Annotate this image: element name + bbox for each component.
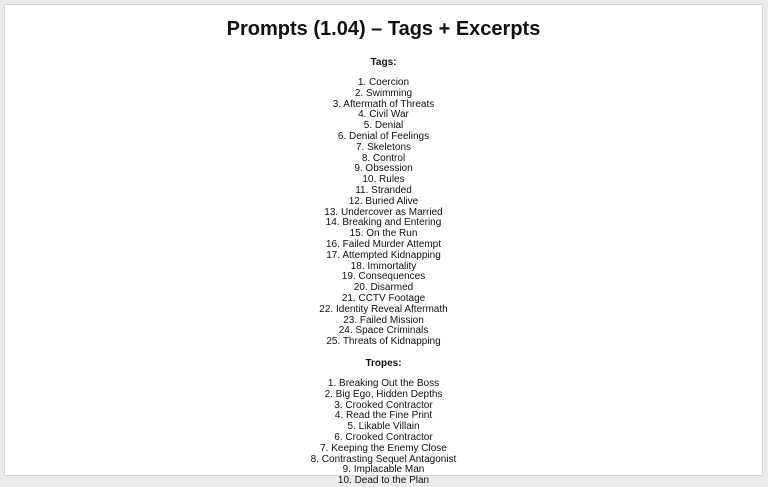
trope-item: 5. Likable Villain (347, 421, 420, 433)
tag-item: 22. Identity Reveal Aftermath (319, 303, 448, 315)
trope-item: 4. Read the Fine Print (334, 410, 433, 422)
tag-item: 17. Attempted Kidnapping (326, 249, 441, 261)
tag-item: 15. On the Run (349, 228, 418, 240)
trope-item: 6. Crooked Contractor (334, 431, 433, 443)
tag-item: 19. Consequences (341, 271, 426, 283)
tags-heading: Tags: (370, 57, 397, 68)
tag-item: 6. Denial of Feelings (337, 130, 430, 142)
tag-item: 24. Space Criminals (338, 325, 429, 337)
tag-item: 10. Rules (362, 174, 405, 186)
tag-item: 20. Disarmed (353, 282, 414, 294)
trope-item: 8. Contrasting Sequel Antagonist (310, 453, 457, 465)
trope-item: 7. Keeping the Enemy Close (320, 442, 447, 454)
trope-item: 3. Crooked Contractor (334, 399, 433, 411)
tropes-list (5, 379, 762, 487)
tag-item: 14. Breaking and Entering (325, 217, 442, 229)
tag-item: 3. Aftermath of Threats (332, 98, 435, 110)
tag-item: 21. CCTV Footage (341, 292, 426, 304)
page-title: Prompts (1.04) – Tags + Excerpts (226, 18, 541, 40)
tag-item: 4. Civil War (358, 109, 409, 121)
tag-item: 13. Undercover as Married (324, 206, 443, 218)
tag-item: 11. Stranded (355, 184, 412, 196)
trope-item: 1. Breaking Out the Boss (327, 377, 440, 389)
trope-item: 2. Big Ego, Hidden Depths (324, 388, 443, 400)
tags-list (5, 78, 762, 348)
tag-item: 7. Skeletons (355, 141, 412, 153)
tag-item: 12. Buried Alive (348, 195, 419, 207)
document-page (4, 4, 763, 487)
tag-item: 16. Failed Murder Attempt (325, 238, 442, 250)
trope-item: 10. Dead to the Plan (337, 475, 430, 487)
tag-item: 9. Obsession (354, 163, 413, 175)
tag-item: 25. Threats of Kidnapping (326, 336, 441, 348)
tag-item: 8. Control (361, 152, 406, 164)
tag-item: 5. Denial (363, 120, 404, 132)
tropes-heading: Tropes: (365, 357, 402, 369)
tag-item: 1. Coercion (357, 77, 410, 88)
trope-item: 9. Implacable Man (342, 464, 425, 476)
tag-item: 18. Immortality (350, 260, 417, 272)
tag-item: 2. Swimming (354, 87, 413, 99)
tag-item: 23. Failed Mission (343, 314, 424, 326)
